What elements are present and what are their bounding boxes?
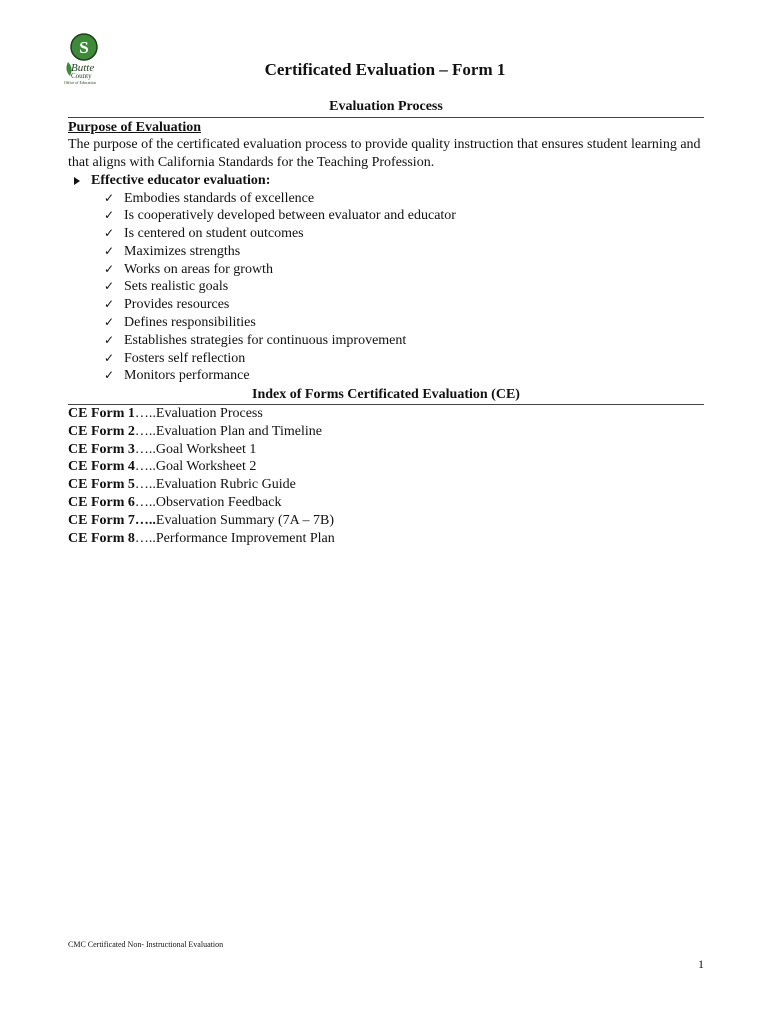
form-code: CE Form 6 (68, 494, 135, 510)
checklist-item-text: Embodies standards of excellence (124, 190, 315, 206)
forms-index-item (68, 423, 335, 441)
forms-index-list (68, 405, 335, 547)
forms-index-item (68, 512, 335, 530)
form-code: CE Form 3 (68, 441, 135, 457)
checkmark-icon: ✓ (104, 368, 115, 383)
checklist-item (104, 261, 456, 279)
checklist-item (104, 296, 456, 314)
checklist-item-text: Maximizes strengths (124, 243, 241, 259)
form-separator: ….. (134, 477, 156, 493)
form-code: CE Form 4 (68, 459, 135, 475)
logo-text-line2: County (71, 72, 92, 80)
form-separator: ….. (134, 441, 156, 457)
purpose-paragraph: The purpose of the certificated evaluation process to provide quality instruction that ensures student learning and that aligns with California Standards for the Teaching Profession. (68, 137, 701, 170)
form-name: Goal Worksheet 1 (155, 441, 257, 457)
forms-index-item (68, 476, 335, 494)
form-name: Evaluation Summary (7A – 7B) (155, 512, 334, 528)
checkmark-icon: ✓ (104, 243, 115, 258)
logo-letter: S (79, 38, 89, 57)
form-separator: ….. (134, 530, 156, 546)
checklist-item-text: Is centered on student outcomes (124, 226, 304, 242)
checklist-item-text: Is cooperatively developed between evaluator and educator (124, 208, 456, 224)
checklist-item-text: Works on areas for growth (124, 261, 273, 277)
checkmark-icon: ✓ (104, 332, 115, 347)
checklist-item-text: Establishes strategies for continuous improvement (124, 332, 407, 348)
form-name: Performance Improvement Plan (155, 530, 335, 546)
checklist-item (104, 243, 456, 261)
evaluation-process-heading: Evaluation Process (329, 99, 443, 114)
right-triangle-icon (74, 177, 80, 185)
checklist-item-text: Provides resources (124, 297, 230, 313)
forms-index-item (68, 458, 335, 476)
checklist-item (104, 350, 456, 368)
checkmark-icon: ✓ (104, 350, 115, 365)
checklist-item (104, 278, 456, 296)
checklist-item (104, 190, 456, 208)
checklist-item (104, 225, 456, 243)
footer-text: CMC Certificated Non- Instructional Evaluation (68, 940, 224, 949)
form-separator: ….. (134, 423, 156, 439)
form-name: Evaluation Rubric Guide (155, 477, 296, 493)
checklist-item-text: Defines responsibilities (124, 315, 256, 331)
page-title: Certificated Evaluation – Form 1 (264, 60, 506, 79)
forms-index-item (68, 441, 335, 459)
checklist-item (104, 332, 456, 350)
form-separator: ….. (134, 459, 156, 475)
checklist-item (104, 314, 456, 332)
checklist-item (104, 367, 456, 385)
heading-divider (68, 117, 704, 118)
checklist-item-text: Sets realistic goals (124, 279, 229, 295)
forms-index-item (68, 405, 335, 423)
checkmark-icon: ✓ (104, 279, 115, 294)
checkmark-icon: ✓ (104, 261, 115, 276)
form-code: CE Form 8 (68, 530, 135, 546)
forms-index-item (68, 494, 335, 512)
form-separator: ….. (134, 406, 156, 421)
purpose-label: Purpose of Evaluation (68, 120, 202, 135)
page-number: 1 (698, 957, 704, 971)
forms-index-heading: Index of Forms Certificated Evaluation (CE) (252, 387, 520, 402)
checkmark-icon: ✓ (104, 297, 115, 312)
form-code: CE Form 5 (68, 477, 135, 493)
form-code: CE Form 2 (68, 423, 135, 439)
checklist-item-text: Fosters self reflection (124, 350, 246, 366)
form-code: CE Form 1 (68, 406, 135, 421)
logo-text-line3: Office of Education (64, 80, 96, 85)
effective-evaluation-label: Effective educator evaluation: (91, 173, 271, 188)
checklist-item-text: Monitors performance (124, 368, 250, 384)
effective-evaluation-checklist (104, 190, 456, 386)
checkmark-icon: ✓ (104, 315, 115, 330)
form-separator: ….. (134, 494, 156, 510)
checkmark-icon: ✓ (104, 226, 115, 241)
form-name: Evaluation Plan and Timeline (155, 423, 322, 439)
checklist-item (104, 207, 456, 225)
form-code: CE Form 7….. (68, 512, 156, 528)
form-name: Observation Feedback (155, 494, 282, 510)
form-name: Goal Worksheet 2 (155, 459, 257, 475)
checkmark-icon: ✓ (104, 190, 115, 205)
effective-evaluation-heading (74, 172, 270, 189)
forms-index-item (68, 530, 335, 548)
form-name: Evaluation Process (155, 406, 263, 421)
checkmark-icon: ✓ (104, 208, 115, 223)
logo-text-line1: Butte (71, 62, 95, 74)
